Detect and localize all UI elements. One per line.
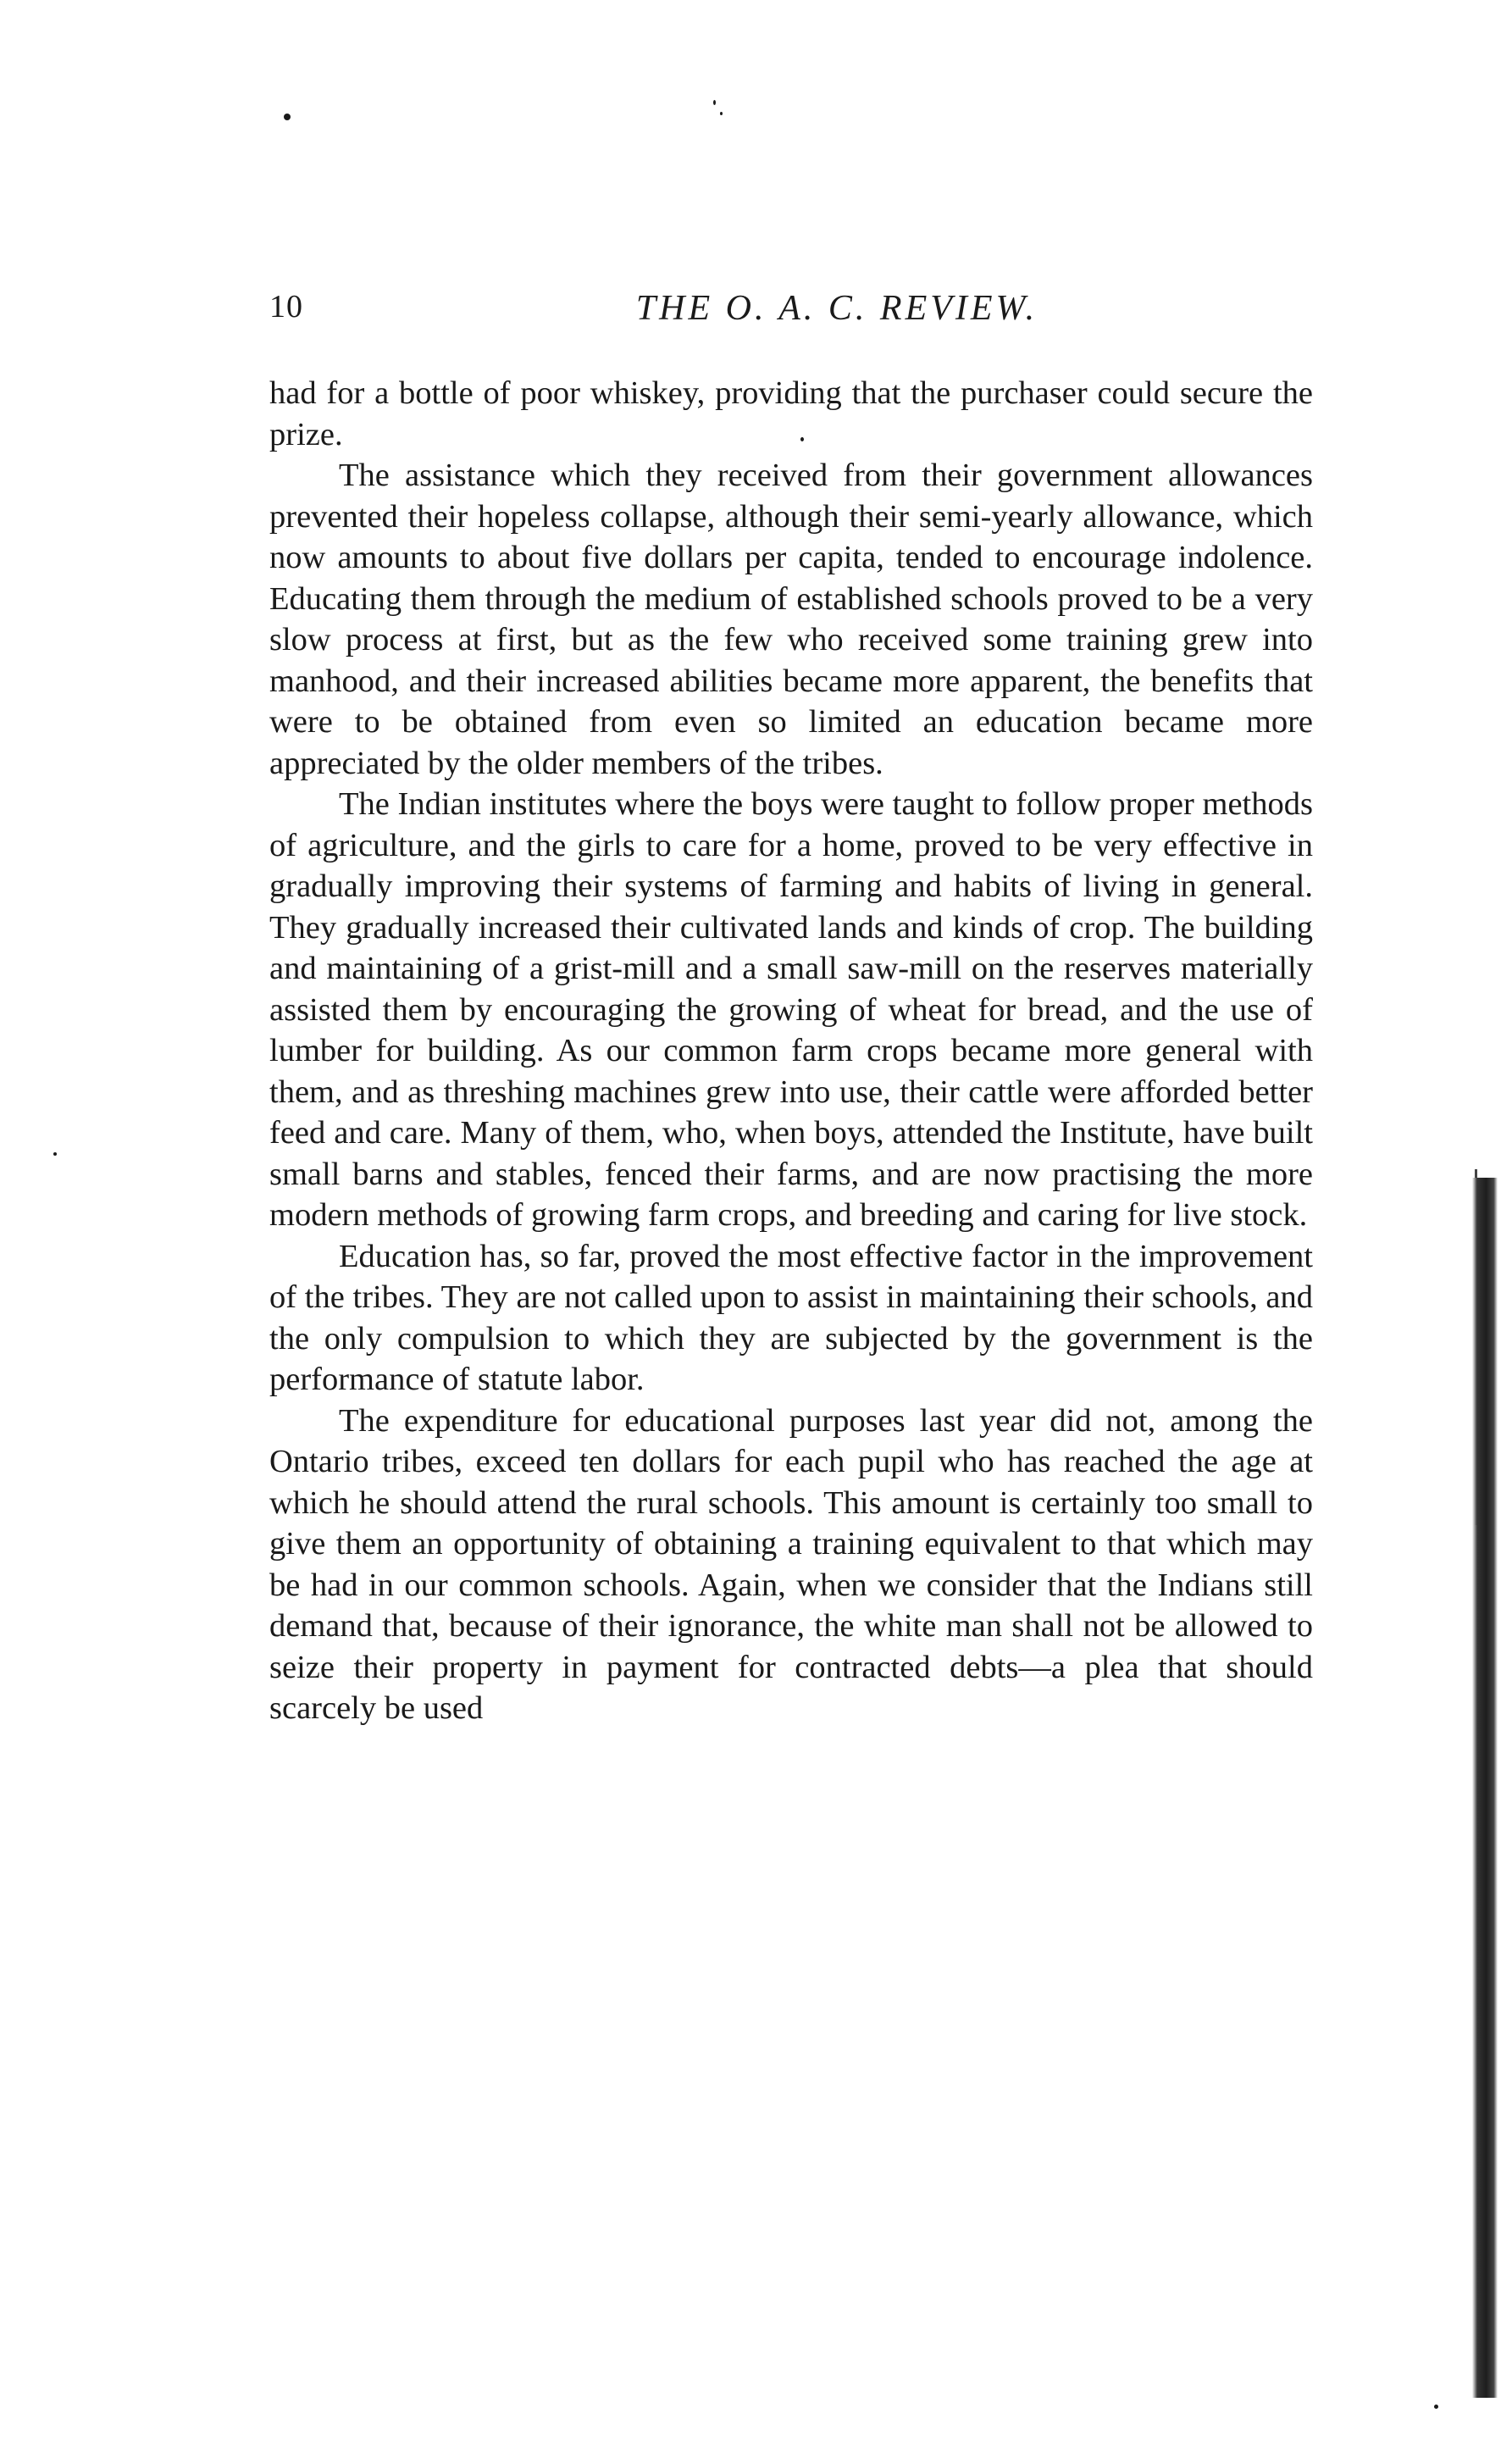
scan-speck [284,114,291,120]
paragraph-3: The Indian institutes where the boys were taught to follow proper methods of agriculture, and the girls to care for a home, proved to be very effective in gradually improving their systems of farming and habits of living in general. They gradually increased their cultivated lands and kinds of crop. The building and maintaining of a grist-mill and a small saw-mill on the reserves materially assisted them by encouraging the growing of wheat for bread, and the use of lumber for building. As our common farm crops became more general with them, and as threshing machines grew into use, their cattle were afforded better feed and care. Many of them, who, when boys, attended the Institute, have built small barns and stables, fenced their farms, and are now practising the more modern methods of growing farm crops, and breeding and caring for live stock. [269,786,1313,1233]
paragraph-2: The assistance which they received from their government allowances prevented their hopeless collapse, although their semi-yearly allowance, which now amounts to about five dollars per capita, tended to encourage indolence. Educating them through the medium of established schools proved to be a very slow process at first, but as the few who received some training grew into manhood, and their increased abilities became more apparent, the benefits that were to be obtained from even so limited an education became more appreciated by the older members of the tribes. [269,458,1313,781]
page-number: 10 [269,289,303,325]
scan-speck [1434,2405,1438,2409]
paragraph-4: Education has, so far, proved the most effective factor in the improvement of the tribes. They are not called upon to assist in maintaining their schools, and the only compulsion to which they are subjected by the government is the performance of statute labor. [269,1238,1313,1397]
running-title: THE O. A. C. REVIEW. [635,289,1038,328]
article-body [269,373,1313,1729]
paragraph-5: The expenditure for educational purposes last year did not, among the Ontario tribes, exceed ten dollars for each pupil who has reached the age at which he should attend the rural schools. This amount is certainly too small to give them an opportunity of obtaining a training equivalent to that which may be had in our common schools. Again, when we consider that the Indians still demand that, because of their ignorance, the white man shall not be allowed to seize their property in payment for contracted debts—a plea that should scarcely be used [269,1402,1313,1726]
scan-speck [713,100,716,105]
paragraph-1: had for a bottle of poor whiskey, providing that the purchaser could secure the prize. [269,375,1313,452]
scan-page-edge-shadow [1472,1178,1498,2398]
page-header [269,288,1320,339]
scan-speck [53,1152,57,1156]
scan-speck [720,112,723,115]
